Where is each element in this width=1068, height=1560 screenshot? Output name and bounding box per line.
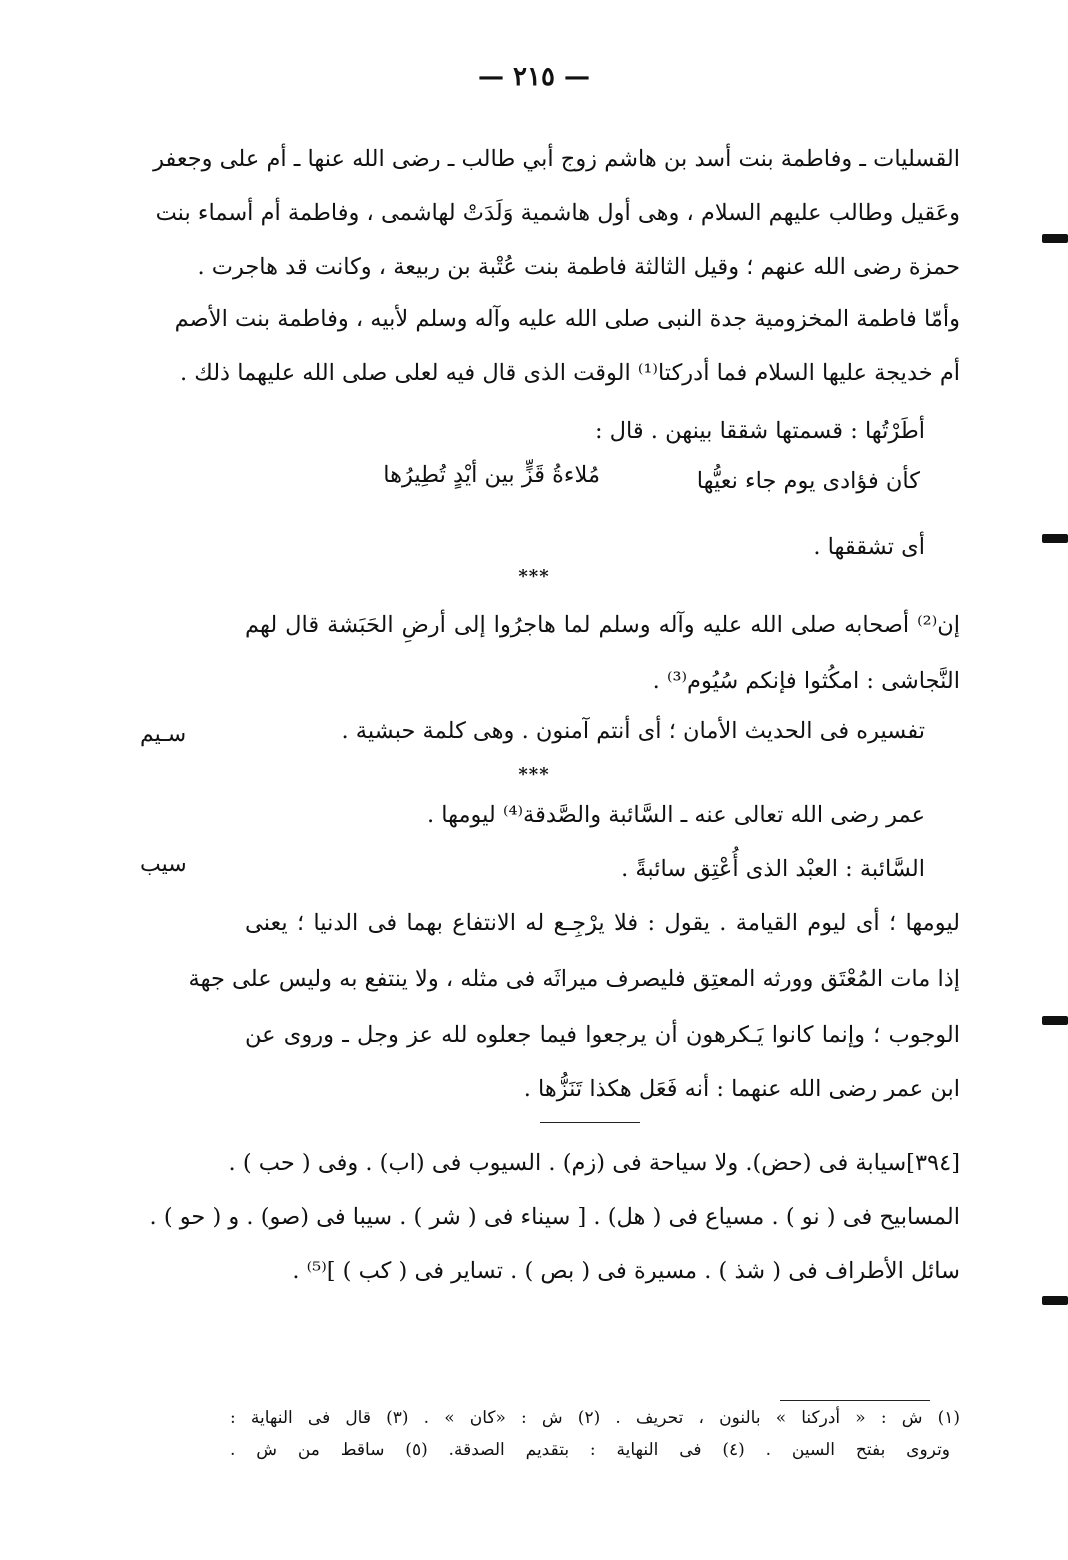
- crossref-line: المسابيح فى ( نو ) . مسياع فى ( هل) . [ سيناء فى ( شر ) . سيبا فى (صو) . و ( حو ) .: [149, 1204, 960, 1230]
- crossref-line: سائل الأطراف فى ( شذ ) . مسيرة فى ( بص ) . تساير فى ( كب ) ]⁽⁵⁾ .: [292, 1258, 960, 1284]
- hadith-line: عمر رضى الله تعالى عنه ـ السَّائبة والصَّدقة⁽⁴⁾ ليومها .: [426, 802, 925, 828]
- hadith-gloss-line: تفسيره فى الحديث الأمان ؛ أى أنتم آمنون . وهى كلمة حبشية .: [341, 718, 925, 744]
- hadith-line: النَّجاشى : امكُثوا فإنكم سُيُوم⁽³⁾ .: [652, 668, 960, 694]
- hadith-line: إن⁽²⁾ أصحابه صلى الله عليه وآله وسلم لما هاجرُوا إلى أرضِ الحَبَشة قال لهم: [245, 612, 960, 638]
- paragraph1-line: وأمّا فاطمة المخزومية جدة النبى صلى الله عليه وآله وسلم لأبيه ، وفاطمة بنت الأصم: [174, 306, 960, 332]
- verse-hemistich-right: كأن فؤادى يوم جاء نعيُّها: [696, 468, 920, 494]
- footnote-line: (١) ش : « أدركنا » بالنون ، تحريف . (٢) ش : «كان » . (٣) قال فى النهاية :: [230, 1408, 960, 1428]
- paragraph3-line: إذا مات المُعْتَق وورثه المعتِق فليصرف ميراثَه فى مثله ، ولا ينتفع به وليس على جهة: [188, 966, 960, 992]
- paragraph1-line: القسليات ـ وفاطمة بنت أسد بن هاشم زوج أبي طالب ـ رضى الله عنها ـ أم على وجعفر: [153, 146, 960, 172]
- footnote-line: وتروى بفتح السين . (٤) فى النهاية : بتقديم الصدقة. (٥) ساقط من ش .: [230, 1440, 951, 1460]
- crossref-line: [٣٩٤]سيابة فى (حض). ولا سياحة فى (زم) . السيوب فى (اب) . وفى ( حب ) .: [228, 1150, 960, 1176]
- footnote-rule: [780, 1400, 930, 1401]
- gloss-end-line: أى تشققها .: [813, 534, 925, 560]
- paragraph1-line: وعَقيل وطالب عليهم السلام ، وهى أول هاشمية وَلَدَتْ لهاشمى ، وفاطمة أم أسماء بنت: [155, 200, 960, 226]
- scan-edge-mark: [1042, 1016, 1068, 1025]
- scan-edge-mark: [1042, 234, 1068, 243]
- paragraph1-line: حمزة رضى الله عنهم ؛ وقيل الثالثة فاطمة بنت عُتْبة بن ربيعة ، وكانت قد هاجرت .: [197, 254, 960, 280]
- section-separator: ***: [518, 764, 550, 785]
- page-number: — ٢١٥ —: [477, 62, 591, 92]
- section-rule: [540, 1122, 640, 1123]
- scan-edge-mark: [1042, 1296, 1068, 1305]
- hadith-gloss-line: السَّائبة : العبْد الذى أُعْتِق سائبةً .: [621, 856, 925, 882]
- margin-root-word: سـيم: [140, 722, 187, 747]
- paragraph3-line: الوجوب ؛ وإنما كانوا يَـكرهون أن يرجعوا فيما جعلوه لله عز وجل ـ وروى عن: [245, 1022, 960, 1048]
- verse-hemistich-left: مُلاءةُ قَزٍّ بين أيْدٍ تُطِيرُها: [383, 462, 600, 488]
- paragraph1-line: أم خديجة عليها السلام فما أدركتا⁽¹⁾ الوقت الذى قال فيه لعلى صلى الله عليهما ذلك .: [179, 360, 960, 386]
- gloss-line: أطَرْتُها : قسمتها شققا بينهن . قال :: [594, 418, 925, 444]
- margin-root-word: سيب: [140, 852, 187, 877]
- paragraph3-line: ابن عمر رضى الله عنهما : أنه فَعَل هكذا تَنَزُّها .: [523, 1076, 960, 1102]
- scan-edge-mark: [1042, 534, 1068, 543]
- paragraph3-line: ليومها ؛ أى ليوم القيامة . يقول : فلا يرْجِـع له الانتفاع بهما فى الدنيا ؛ يعنى: [245, 910, 960, 936]
- section-separator: ***: [518, 566, 550, 587]
